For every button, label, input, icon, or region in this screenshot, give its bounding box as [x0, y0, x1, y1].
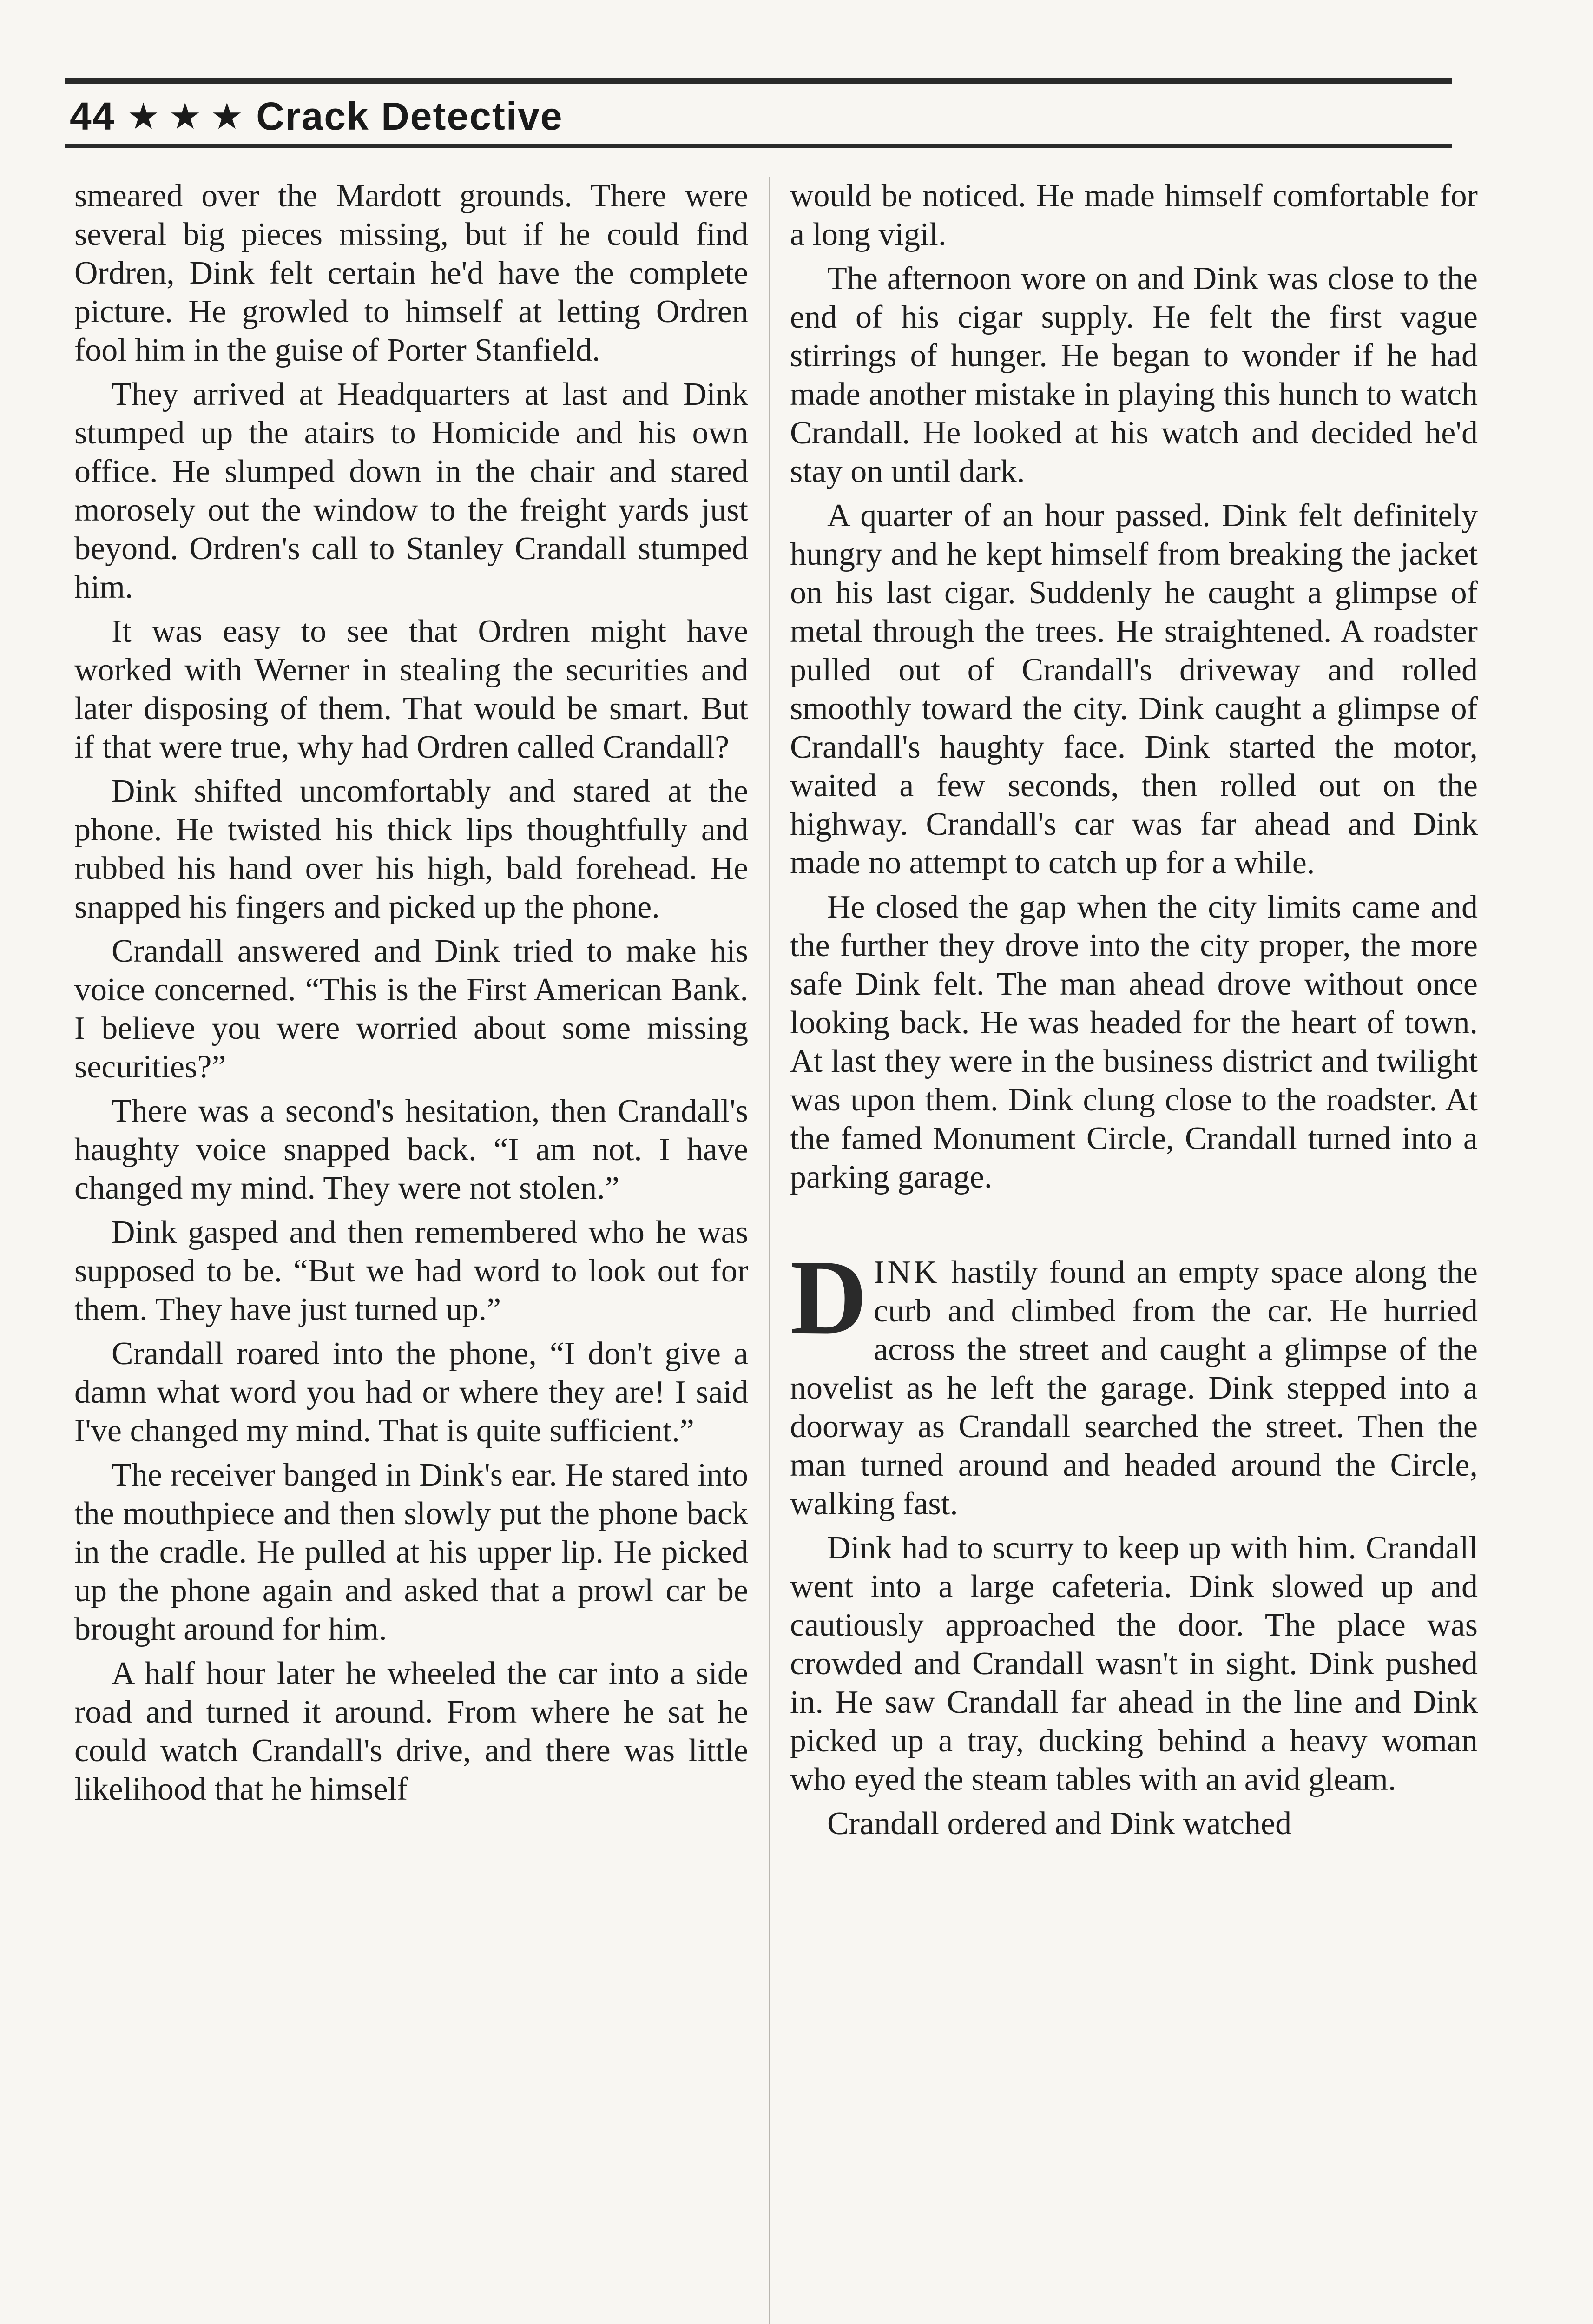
page-header	[65, 70, 1452, 151]
paragraph: Crandall roared into the phone, “I don't give a damn what word you had or where they are! I said I've changed my mind. That is quite sufficient.”	[74, 1336, 748, 1449]
paragraph: The afternoon wore on and Dink was close to the end of his cigar supply. He felt the first vague stirrings of hunger. He began to wonder if he had made another mistake in playing this hunch to watch Crandall. He looked at his watch and decided he'd stay on until dark.	[790, 261, 1478, 489]
star-icon: ★	[127, 95, 161, 137]
paragraph: It was easy to see that Ordren might have worked with Werner in stealing the securities and later disposing of them. That would be smart. But if that were true, why had Ordren called Crandall?	[74, 614, 748, 765]
paragraph: Dink gasped and then remembered who he was supposed to be. “But we had word to look out for them. They have just turned up.”	[74, 1215, 748, 1327]
drop-cap: D	[790, 1238, 868, 1356]
paragraph: would be noticed. He made himself comfortable for a long vigil.	[790, 178, 1478, 252]
column-divider	[769, 177, 770, 2324]
paragraph: The receiver banged in Dink's ear. He stared into the mouthpiece and then slowly put the phone back in the cradle. He pulled at his upper lip. He picked up the phone again and asked that a prowl car be brought around for him.	[74, 1457, 748, 1647]
header-bottom-rule	[65, 144, 1452, 148]
paragraph: There was a second's hesitation, then Crandall's haughty voice snapped back. “I am not. I have changed my mind. They were not stolen.”	[74, 1093, 748, 1206]
header-top-rule	[65, 78, 1452, 84]
right-column	[790, 177, 1478, 2324]
section-break	[790, 1202, 1478, 1253]
running-head	[70, 91, 563, 142]
paragraph: smeared over the Mardott grounds. There were several big pieces missing, but if he could find Ordren, Dink felt certain he'd have the complete picture. He growled to himself at letting Ordren fool him in the guise of Porter Stanfield.	[74, 178, 748, 368]
paragraph: A quarter of an hour passed. Dink felt definitely hungry and he kept himself from breaking the jacket on his last cigar. Suddenly he caught a glimpse of metal through the trees. He straightened. A roadster pulled out of Crandall's driveway and rolled smoothly toward the city. Dink caught a glimpse of Crandall's haughty face. Dink started the motor, waited a few seconds, then rolled out on the highway. Crandall's car was far ahead and Dink made no attempt to catch up for a while.	[790, 498, 1478, 881]
star-icon: ★	[169, 95, 203, 137]
paragraph-text: hastily found an empty space along the curb and climbed from the car. He hurried across the street and caught a glimpse of the novelist as he left the garage. Dink stepped into a doorway as Crandall searched the street. Then the man turned around and headed around the Circle, walking fast.	[790, 1254, 1478, 1522]
paragraph: Crandall answered and Dink tried to make his voice concerned. “This is the First American Bank. I believe you were worried about some missing securities?”	[74, 933, 748, 1085]
paragraph: A half hour later he wheeled the car into a side road and turned it around. From where he sat he could watch Crandall's drive, and there was little likelihood that he himself	[74, 1656, 748, 1807]
paragraph: Dink shifted uncomfortably and stared at the phone. He twisted his thick lips thoughtfully and rubbed his hand over his high, bald forehead. He snapped his fingers and picked up the phone.	[74, 773, 748, 925]
star-icon: ★	[211, 95, 244, 137]
paragraph: He closed the gap when the city limits came and the further they drove into the city proper, the more safe Dink felt. The man ahead drove without once looking back. He was headed for the heart of town. At last they were in the business district and twilight was upon them. Dink clung close to the roadster. At the famed Monument Circle, Crandall turned into a parking garage.	[790, 889, 1478, 1195]
paragraph: Crandall ordered and Dink watched	[827, 1806, 1292, 1842]
lead-caps: INK	[874, 1254, 940, 1290]
section-opening-paragraph	[790, 1238, 1478, 1523]
left-column	[74, 177, 748, 2324]
paragraph: They arrived at Headquarters at last and Dink stumped up the atairs to Homicide and his own office. He slumped down in the chair and stared morosely out the window to the freight yards just beyond. Ordren's call to Stanley Crandall stumped him.	[74, 376, 748, 605]
magazine-title: Crack Detective	[256, 94, 563, 138]
page-number: 44	[70, 94, 115, 138]
header-stars	[127, 95, 244, 138]
paragraph: Dink had to scurry to keep up with him. Crandall went into a large cafeteria. Dink slowed up and cautiously approached the door. The place was crowded and Crandall wasn't in sight. Dink pushed in. He saw Crandall far ahead in the line and Dink picked up a tray, ducking behind a heavy woman who eyed the steam tables with an avid gleam.	[790, 1530, 1478, 1797]
